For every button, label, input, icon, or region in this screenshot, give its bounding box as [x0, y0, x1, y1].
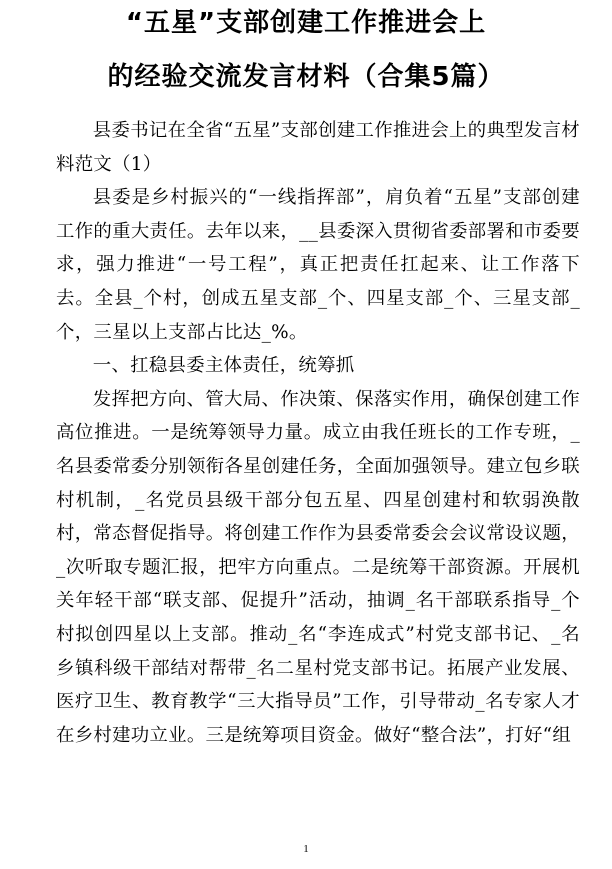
page-number: 1 [303, 843, 309, 855]
paragraph-subtitle: 县委书记在全省“五星”支部创建工作推进会上的典型发言材料范文（1） [56, 120, 580, 175]
paragraph-intro: 县委是乡村振兴的“一线指挥部”，肩负着“五星”支部创建工作的重大责任。去年以来，__县委深入贯彻省委部署和市委要求，强力推进“一号工程”，真正把责任扛起来、让工作落下去。全县_个村，创成五星支部_个、四星支部_个、三星支部_个，三星以上支部占比达_%。 [56, 187, 580, 343]
document-title-line-2: 的经验交流发言材料（合集5篇） [107, 62, 505, 92]
document-title-line-1: “五星”支部创建工作推进会上 [125, 8, 487, 38]
section-heading: 一、扛稳县委主体责任，统筹抓 [92, 355, 355, 377]
paragraph-section-body: 发挥把方向、管大局、作决策、保落实作用，确保创建工作高位推进。一是统筹领导力量。成立由我任班长的工作专班，_名县委常委分别领衔各星创建任务，全面加强领导。建立包乡联村机制，_名党员县级干部分包五星、四星创建村和软弱涣散村，常态督促指导。将创建工作作为县委常委会会议常设议题，_次听取专题汇报，把牢方向重点。二是统筹干部资源。开展机关年轻干部“联支部、促提升”活动，抽调_名干部联系指导_个村拟创四星以上支部。推动_名“李连成式”村党支部书记、_名乡镇科级干部结对帮带_名二星村党支部书记。拓展产业发展、医疗卫生、教育教学“三大指导员”工作，引导带动_名专家人才在乡村建功立业。三是统筹项目资金。做好“整合法”，打好“组 [56, 388, 580, 746]
document-body [56, 114, 580, 752]
